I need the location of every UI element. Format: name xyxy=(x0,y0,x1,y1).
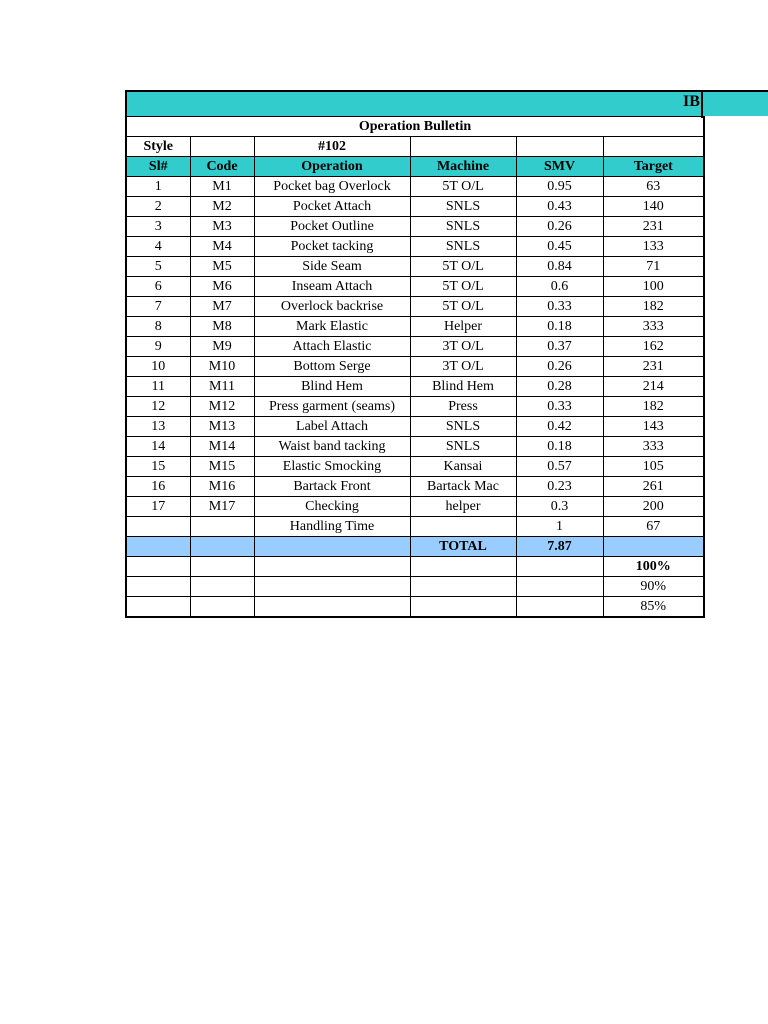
cell-machine[interactable]: SNLS xyxy=(410,197,516,217)
cell-smv[interactable]: 0.43 xyxy=(516,197,603,217)
table-row xyxy=(126,397,704,417)
cell-target[interactable]: 200 xyxy=(603,497,704,517)
cell-code[interactable]: M2 xyxy=(190,197,254,217)
cell-machine[interactable]: 3T O/L xyxy=(410,337,516,357)
cell-machine[interactable]: 5T O/L xyxy=(410,257,516,277)
cell-machine[interactable]: Press xyxy=(410,397,516,417)
cell-target[interactable]: 231 xyxy=(603,357,704,377)
cell-code[interactable]: M8 xyxy=(190,317,254,337)
efficiency-row xyxy=(126,577,704,597)
cell-machine[interactable]: Bartack Mac xyxy=(410,477,516,497)
cell-machine[interactable]: Kansai xyxy=(410,457,516,477)
cell-machine[interactable]: 3T O/L xyxy=(410,357,516,377)
cell-code[interactable]: M6 xyxy=(190,277,254,297)
sheet-title[interactable]: Operation Bulletin xyxy=(126,117,704,137)
cell-smv[interactable]: 0.18 xyxy=(516,317,603,337)
cell-machine[interactable]: 5T O/L xyxy=(410,297,516,317)
cell-target[interactable]: 140 xyxy=(603,197,704,217)
banner-text: IB xyxy=(683,93,700,110)
header-target[interactable]: Target xyxy=(603,157,704,177)
cell-machine[interactable]: SNLS xyxy=(410,217,516,237)
cell-sl[interactable]: 16 xyxy=(126,477,190,497)
banner-divider xyxy=(701,90,703,118)
cell-smv[interactable]: 0.45 xyxy=(516,237,603,257)
cell-code[interactable]: M11 xyxy=(190,377,254,397)
empty-cell[interactable] xyxy=(190,597,254,618)
style-label[interactable]: Style xyxy=(126,137,190,157)
table-row xyxy=(126,477,704,497)
empty-cell[interactable] xyxy=(516,557,603,577)
table-row xyxy=(126,337,704,357)
cell-code[interactable]: M1 xyxy=(190,177,254,197)
cell-smv[interactable]: 0.18 xyxy=(516,437,603,457)
total-row xyxy=(126,537,704,557)
table-row xyxy=(126,317,704,337)
cell-smv[interactable]: 0.3 xyxy=(516,497,603,517)
cell-operation[interactable]: Attach Elastic xyxy=(254,337,410,357)
cell-operation[interactable]: Pocket tacking xyxy=(254,237,410,257)
cell-machine[interactable]: Blind Hem xyxy=(410,377,516,397)
total-cell[interactable] xyxy=(190,537,254,557)
cell-sl[interactable] xyxy=(126,517,190,537)
cell-smv[interactable]: 0.95 xyxy=(516,177,603,197)
cell-smv[interactable]: 0.26 xyxy=(516,357,603,377)
cell-sl[interactable]: 3 xyxy=(126,217,190,237)
cell-operation[interactable]: Handling Time xyxy=(254,517,410,537)
cell-code[interactable]: M10 xyxy=(190,357,254,377)
empty-cell[interactable] xyxy=(254,557,410,577)
cell-operation[interactable]: Mark Elastic xyxy=(254,317,410,337)
cell-machine[interactable]: 5T O/L xyxy=(410,277,516,297)
cell-sl[interactable]: 9 xyxy=(126,337,190,357)
cell-sl[interactable]: 1 xyxy=(126,177,190,197)
empty-cell[interactable] xyxy=(126,577,190,597)
cell-machine[interactable]: SNLS xyxy=(410,237,516,257)
cell-target[interactable]: 63 xyxy=(603,177,704,197)
header-operation[interactable]: Operation xyxy=(254,157,410,177)
cell-operation[interactable]: Waist band tacking xyxy=(254,437,410,457)
efficiency-cell[interactable]: 85% xyxy=(603,597,704,618)
cell-operation[interactable]: Pocket Outline xyxy=(254,217,410,237)
total-smv[interactable]: 7.87 xyxy=(516,537,603,557)
empty-cell[interactable] xyxy=(190,137,254,157)
cell-target[interactable]: 214 xyxy=(603,377,704,397)
cell-machine[interactable]: helper xyxy=(410,497,516,517)
table-row xyxy=(126,217,704,237)
empty-cell[interactable] xyxy=(254,597,410,618)
cell-sl[interactable]: 13 xyxy=(126,417,190,437)
cell-operation[interactable]: Side Seam xyxy=(254,257,410,277)
cell-sl[interactable]: 15 xyxy=(126,457,190,477)
cell-smv[interactable]: 0.84 xyxy=(516,257,603,277)
header-code[interactable]: Code xyxy=(190,157,254,177)
empty-cell[interactable] xyxy=(254,577,410,597)
cell-target[interactable]: 231 xyxy=(603,217,704,237)
cell-code[interactable]: M9 xyxy=(190,337,254,357)
cell-target[interactable]: 100 xyxy=(603,277,704,297)
cell-code[interactable]: M14 xyxy=(190,437,254,457)
cell-sl[interactable]: 8 xyxy=(126,317,190,337)
cell-code[interactable]: M4 xyxy=(190,237,254,257)
table-row xyxy=(126,297,704,317)
table-row xyxy=(126,177,704,197)
cell-operation[interactable]: Inseam Attach xyxy=(254,277,410,297)
table-row xyxy=(126,237,704,257)
cell-target[interactable]: 162 xyxy=(603,337,704,357)
cell-sl[interactable]: 12 xyxy=(126,397,190,417)
title-banner xyxy=(125,90,768,116)
table-row xyxy=(126,277,704,297)
empty-cell[interactable] xyxy=(516,577,603,597)
table-row xyxy=(126,517,704,537)
table-row xyxy=(126,457,704,477)
cell-smv[interactable]: 0.6 xyxy=(516,277,603,297)
cell-target[interactable]: 333 xyxy=(603,437,704,457)
empty-cell[interactable] xyxy=(190,557,254,577)
empty-cell[interactable] xyxy=(410,137,516,157)
empty-cell[interactable] xyxy=(410,597,516,618)
empty-cell[interactable] xyxy=(126,557,190,577)
table-row xyxy=(126,497,704,517)
style-value[interactable]: #102 xyxy=(254,137,410,157)
table-row xyxy=(126,437,704,457)
header-sl[interactable]: Sl# xyxy=(126,157,190,177)
cell-code[interactable]: M3 xyxy=(190,217,254,237)
empty-cell[interactable] xyxy=(410,557,516,577)
cell-operation[interactable]: Elastic Smocking xyxy=(254,457,410,477)
efficiency-row xyxy=(126,597,704,618)
cell-sl[interactable]: 5 xyxy=(126,257,190,277)
table-row xyxy=(126,417,704,437)
cell-operation[interactable]: Pocket Attach xyxy=(254,197,410,217)
cell-code[interactable]: M17 xyxy=(190,497,254,517)
cell-smv[interactable]: 0.33 xyxy=(516,397,603,417)
cell-operation[interactable]: Bottom Serge xyxy=(254,357,410,377)
cell-code[interactable]: M13 xyxy=(190,417,254,437)
cell-code[interactable]: M7 xyxy=(190,297,254,317)
cell-machine[interactable]: 5T O/L xyxy=(410,177,516,197)
efficiency-cell[interactable]: 100% xyxy=(603,557,704,577)
table-row xyxy=(126,257,704,277)
cell-machine[interactable]: Helper xyxy=(410,317,516,337)
cell-target[interactable]: 182 xyxy=(603,397,704,417)
efficiency-row xyxy=(126,557,704,577)
cell-operation[interactable]: Blind Hem xyxy=(254,377,410,397)
cell-sl[interactable]: 6 xyxy=(126,277,190,297)
cell-sl[interactable]: 2 xyxy=(126,197,190,217)
cell-sl[interactable]: 14 xyxy=(126,437,190,457)
cell-target[interactable]: 67 xyxy=(603,517,704,537)
total-cell[interactable] xyxy=(126,537,190,557)
cell-target[interactable]: 182 xyxy=(603,297,704,317)
header-smv[interactable]: SMV xyxy=(516,157,603,177)
cell-smv[interactable]: 0.57 xyxy=(516,457,603,477)
cell-operation[interactable]: Checking xyxy=(254,497,410,517)
table-row xyxy=(126,357,704,377)
cell-smv[interactable]: 0.23 xyxy=(516,477,603,497)
empty-cell[interactable] xyxy=(190,577,254,597)
cell-code[interactable]: M5 xyxy=(190,257,254,277)
empty-cell[interactable] xyxy=(603,137,704,157)
cell-code[interactable] xyxy=(190,517,254,537)
cell-code[interactable]: M15 xyxy=(190,457,254,477)
cell-sl[interactable]: 17 xyxy=(126,497,190,517)
cell-sl[interactable]: 10 xyxy=(126,357,190,377)
cell-smv[interactable]: 1 xyxy=(516,517,603,537)
cell-machine[interactable]: SNLS xyxy=(410,437,516,457)
cell-code[interactable]: M12 xyxy=(190,397,254,417)
cell-target[interactable]: 71 xyxy=(603,257,704,277)
cell-target[interactable]: 105 xyxy=(603,457,704,477)
cell-target[interactable]: 261 xyxy=(603,477,704,497)
total-label[interactable]: TOTAL xyxy=(410,537,516,557)
cell-code[interactable]: M16 xyxy=(190,477,254,497)
cell-smv[interactable]: 0.42 xyxy=(516,417,603,437)
cell-smv[interactable]: 0.33 xyxy=(516,297,603,317)
cell-operation[interactable]: Pocket bag Overlock xyxy=(254,177,410,197)
cell-smv[interactable]: 0.26 xyxy=(516,217,603,237)
cell-operation[interactable]: Label Attach xyxy=(254,417,410,437)
cell-machine[interactable]: SNLS xyxy=(410,417,516,437)
cell-machine[interactable] xyxy=(410,517,516,537)
cell-smv[interactable]: 0.28 xyxy=(516,377,603,397)
empty-cell[interactable] xyxy=(516,597,603,618)
header-machine[interactable]: Machine xyxy=(410,157,516,177)
cell-operation[interactable]: Overlock backrise xyxy=(254,297,410,317)
cell-target[interactable]: 133 xyxy=(603,237,704,257)
cell-sl[interactable]: 7 xyxy=(126,297,190,317)
cell-sl[interactable]: 4 xyxy=(126,237,190,257)
empty-cell[interactable] xyxy=(516,137,603,157)
cell-target[interactable]: 333 xyxy=(603,317,704,337)
column-header-row xyxy=(126,157,704,177)
operation-bulletin-table xyxy=(125,116,705,618)
cell-smv[interactable]: 0.37 xyxy=(516,337,603,357)
cell-target[interactable]: 143 xyxy=(603,417,704,437)
empty-cell[interactable] xyxy=(410,577,516,597)
empty-cell[interactable] xyxy=(126,597,190,618)
cell-sl[interactable]: 11 xyxy=(126,377,190,397)
cell-operation[interactable]: Bartack Front xyxy=(254,477,410,497)
total-cell[interactable] xyxy=(603,537,704,557)
total-cell[interactable] xyxy=(254,537,410,557)
efficiency-cell[interactable]: 90% xyxy=(603,577,704,597)
table-row xyxy=(126,377,704,397)
table-row xyxy=(126,197,704,217)
cell-operation[interactable]: Press garment (seams) xyxy=(254,397,410,417)
